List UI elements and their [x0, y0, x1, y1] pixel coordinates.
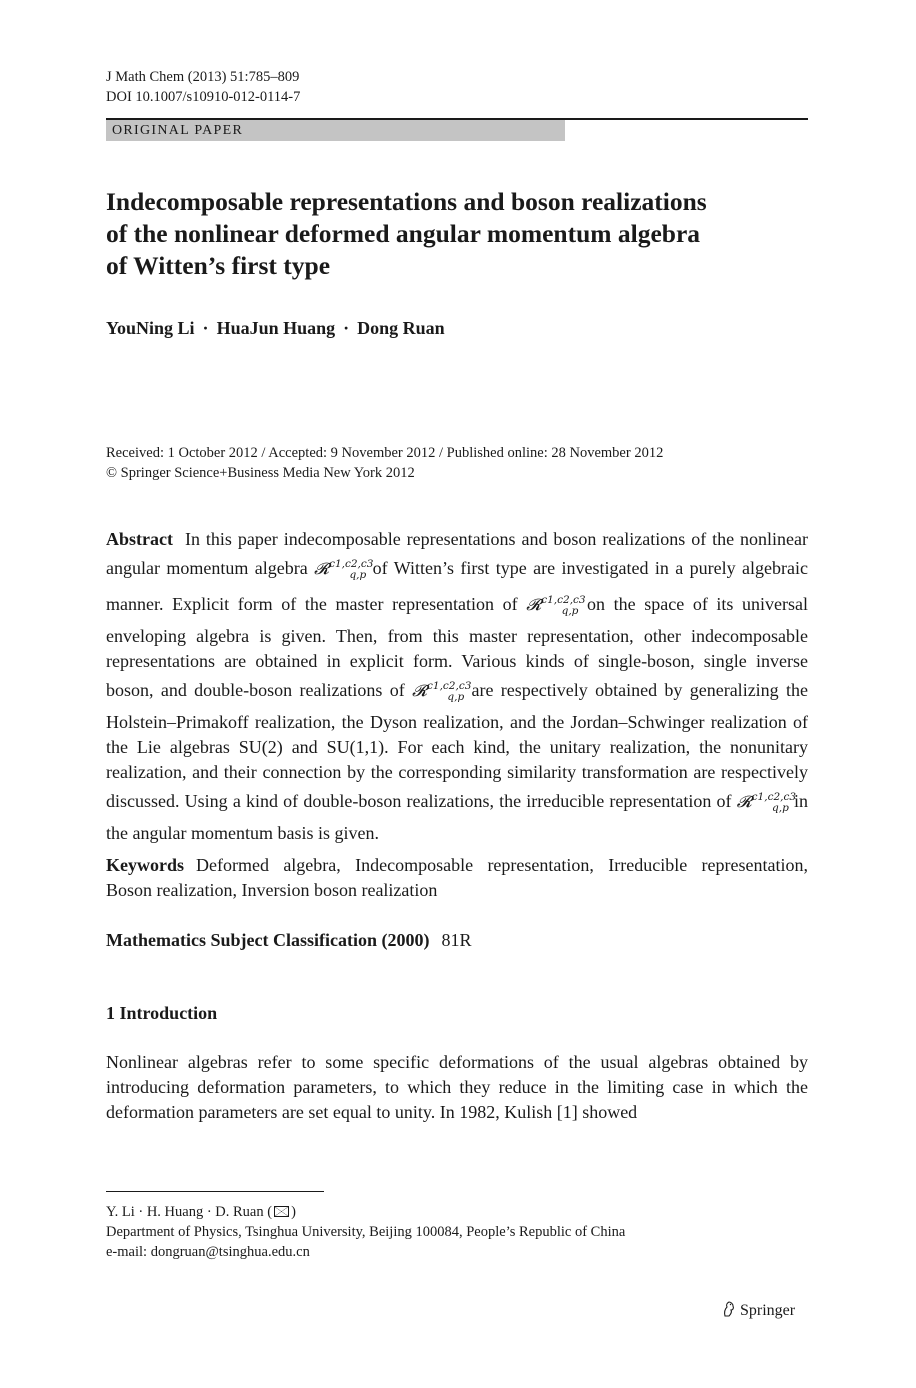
footnote-rule — [106, 1191, 324, 1192]
algebra-symbol: 𝓡$^{c1,c2,c3}_{q,p}$ — [412, 680, 472, 703]
footnote-email[interactable]: e-mail: dongruan@tsinghua.edu.cn — [106, 1244, 310, 1260]
journal-header — [106, 67, 300, 107]
journal-doi: DOI 10.1007/s10910-012-0114-7 — [106, 89, 301, 105]
keywords — [106, 853, 808, 903]
abstract-part-5: in the angular momentum basis is given. — [106, 791, 808, 843]
abstract-label: Abstract — [106, 529, 173, 549]
title-line-2: of the nonlinear deformed angular momentum algebra — [106, 219, 701, 248]
author-1: YouNing Li — [106, 318, 195, 338]
publication-dates — [106, 443, 663, 483]
history-dates: Received: 1 October 2012 / Accepted: 9 November 2012 / Published online: 28 November 2012 — [106, 445, 664, 461]
abstract-part-3: on the space of its universal enveloping algebra is given. Then, from this master representation, other indecomposable representations are obtained in explicit form. Various kinds of single-boson, single inverse boson, and double-boson realizations of — [106, 594, 809, 700]
abstract-part-1: In this paper indecomposable representations and boson realizations of the nonlinear angular momentum algebra — [106, 529, 808, 578]
author-list — [106, 316, 445, 340]
publisher-logo — [722, 1300, 795, 1322]
keywords-label: Keywords — [106, 855, 184, 875]
publisher-name: Springer — [740, 1302, 796, 1319]
keywords-text: Deformed algebra, Indecomposable representation, Irreducible representation, Boson realization, Inversion boson realization — [106, 855, 808, 900]
article-type: ORIGINAL PAPER — [112, 123, 244, 138]
msc-classification — [106, 928, 808, 953]
abstract — [106, 527, 808, 846]
journal-citation: J Math Chem (2013) 51:785–809 — [106, 69, 300, 85]
msc-label: Mathematics Subject Classification (2000) — [106, 930, 430, 950]
copyright: © Springer Science+Business Media New York 2012 — [106, 465, 415, 481]
section-body: Nonlinear algebras refer to some specific deformations of the usual algebras obtained by introducing deformation parameters, to which they reduce in the limiting case in which the deformation parameters are set equal to unity. In 1982, Kulish [1] showed — [106, 1052, 808, 1122]
author-separator: · — [343, 318, 350, 338]
envelope-icon — [274, 1206, 289, 1217]
springer-horse-icon — [722, 1301, 736, 1317]
footnote-affiliation: Department of Physics, Tsinghua University, Beijing 100084, People’s Republic of China — [106, 1224, 626, 1240]
algebra-symbol: 𝓡$^{c1,c2,c3}_{q,p}$ — [526, 594, 586, 617]
abstract-part-2: of Witten’s first type are investigated in a purely algebraic manner. Explicit form of the master representation of — [106, 558, 809, 614]
algebra-symbol: 𝓡$^{c1,c2,c3}_{q,p}$ — [736, 791, 797, 814]
section-heading: 1 Introduction — [106, 1003, 218, 1023]
paper-title — [106, 186, 826, 282]
footnote-authors: Y. Li · H. Huang · D. Ruan ( ) — [106, 1204, 296, 1220]
footnote — [106, 1202, 625, 1262]
title-line-3: of Witten’s first type — [106, 251, 331, 280]
author-2: HuaJun Huang — [216, 318, 336, 338]
abstract-part-4: are respectively obtained by generalizing the Holstein–Primakoff realization, the Dyson realization, and the Jordan–Schwinger realization of the Lie algebras SU(2) and SU(1,1). For each kind, the unitary realization, the nonunitary realization, and their connection by the corresponding similarity transformation are respectively discussed. Using a kind of double-boson realizations, the irreducible representation of — [106, 680, 808, 811]
title-line-1: Indecomposable representations and boson realizations — [106, 187, 707, 216]
msc-text: 81R — [441, 930, 472, 950]
author-3: Dong Ruan — [357, 318, 445, 338]
author-separator: · — [202, 318, 209, 338]
algebra-symbol: 𝓡$^{c1,c2,c3}_{q,p}$ — [314, 558, 374, 581]
